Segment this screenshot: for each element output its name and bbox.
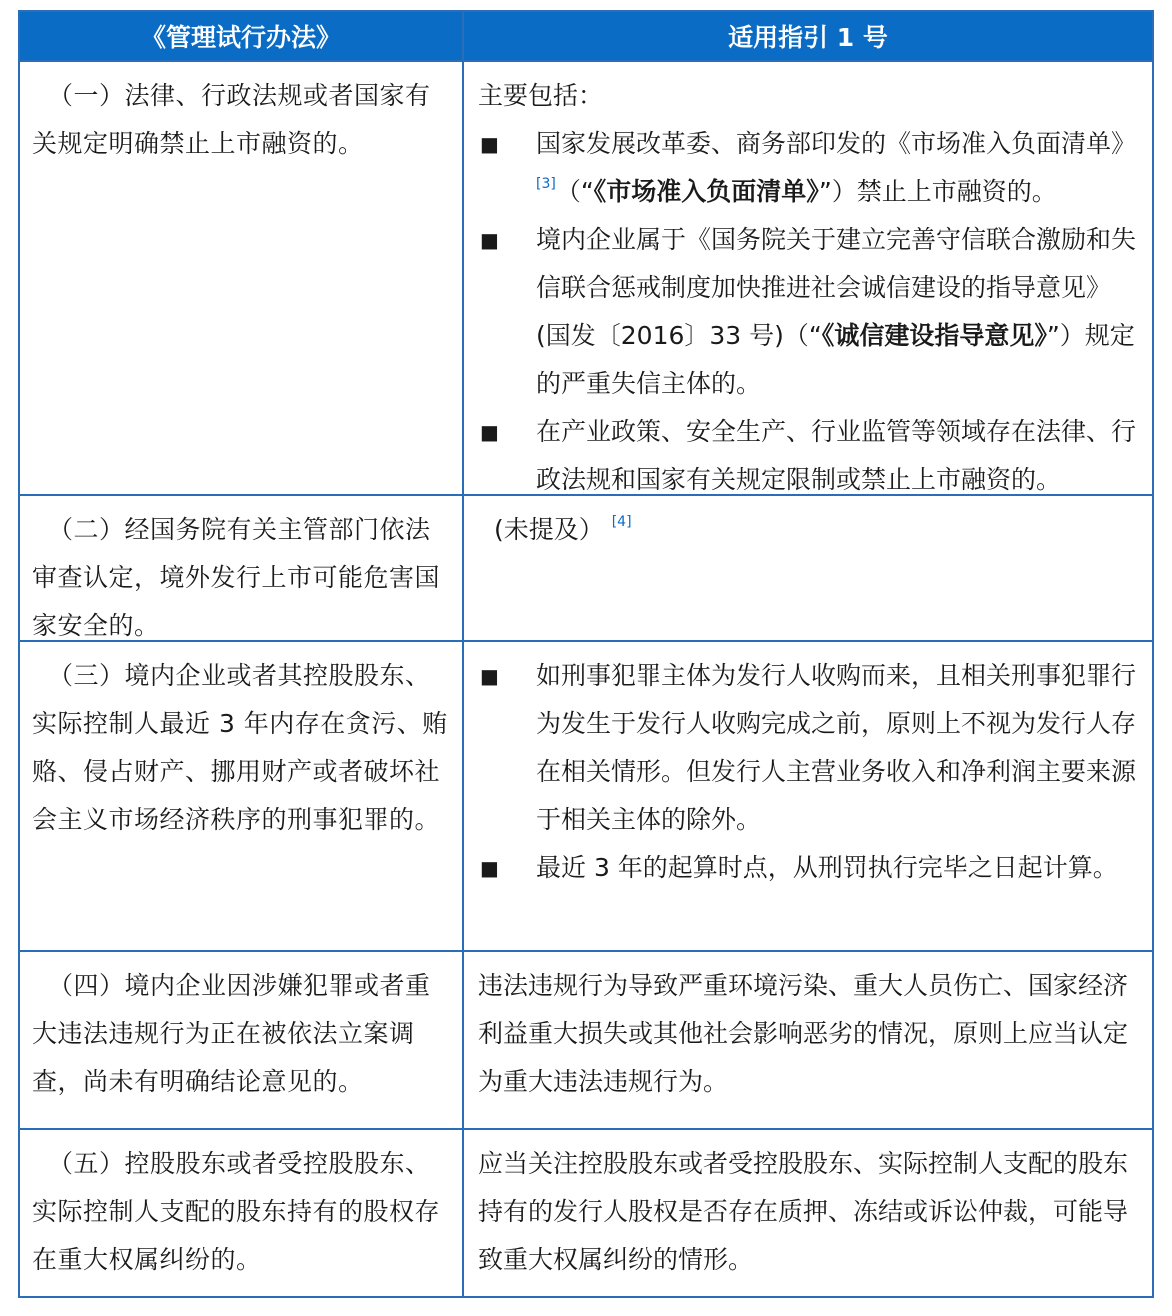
table-row [20,642,1152,952]
guideline-text: (未提及） [494,515,604,544]
measures-clause: （四）境内企业因涉嫌犯罪或者重大违法违规行为正在被依法立案调查，尚未有明确结论意见的。 [32,971,431,1096]
list-item: ■ 境内企业属于《国务院关于建立完善守信联合激励和失信联合惩戒制度加快推进社会诚信建设的指导意见》(国发〔2016〕33 号)（“《诚信建设指导意见》”）规定的严重失信主体的。 [478,216,1138,408]
measures-clause: （一）法律、行政法规或者国家有关规定明确禁止上市融资的。 [32,81,431,158]
guideline-intro: 主要包括： [478,81,604,110]
bullet-square-icon: ■ [480,856,499,880]
measures-clause: （三）境内企业或者其控股股东、实际控制人最近 3 年内存在贪污、贿赂、侵占财产、挪用财产或者破坏社会主义市场经济秩序的刑事犯罪的。 [32,661,448,834]
comparison-table [18,10,1154,1298]
table-row [20,62,1152,496]
table-header [20,12,1152,62]
bullet-square-icon: ■ [480,664,499,688]
footnote-ref[interactable]: [3] [536,176,556,192]
measures-clause: （五）控股股东或者受控股股东、实际控制人支配的股东持有的股权存在重大权属纠纷的。 [32,1149,441,1274]
measures-clause: （二）经国务院有关主管部门依法审查认定，境外发行上市可能危害国家安全的。 [32,515,441,640]
guideline-text: 违法违规行为导致严重环境污染、重大人员伤亡、国家经济利益重大损失或其他社会影响恶劣的情况，原则上应当认定为重大违法违规行为。 [478,971,1129,1096]
table-row [20,952,1152,1130]
list-item: ■ 最近 3 年的起算时点，从刑罚执行完毕之日起计算。 [478,844,1138,892]
list-item: ■ 在产业政策、安全生产、行业监管等领域存在法律、行政法规和国家有关规定限制或禁止上市融资的。 [478,408,1138,504]
list-item: ■ 国家发展改革委、商务部印发的《市场准入负面清单》[3]（“《市场准入负面清单》”）禁止上市融资的。 [478,120,1138,216]
list-item: ■ 如刑事犯罪主体为发行人收购而来，且相关刑事犯罪行为发生于发行人收购完成之前，原则上不视为发行人存在相关情形。但发行人主营业务收入和净利润主要来源于相关主体的除外。 [478,652,1138,844]
table-row [20,496,1152,642]
bullet-square-icon: ■ [480,420,499,444]
table-row [20,1130,1152,1296]
guideline-text: 应当关注控股股东或者受控股股东、实际控制人支配的股东持有的发行人股权是否存在质押、冻结或诉讼仲裁，可能导致重大权属纠纷的情形。 [478,1149,1129,1274]
footnote-ref[interactable]: [4] [611,514,632,530]
bullet-square-icon: ■ [480,132,499,156]
header-right: 适用指引 1 号 [728,23,888,52]
header-left: 《管理试行办法》 [20,12,464,60]
bullet-square-icon: ■ [480,228,499,252]
